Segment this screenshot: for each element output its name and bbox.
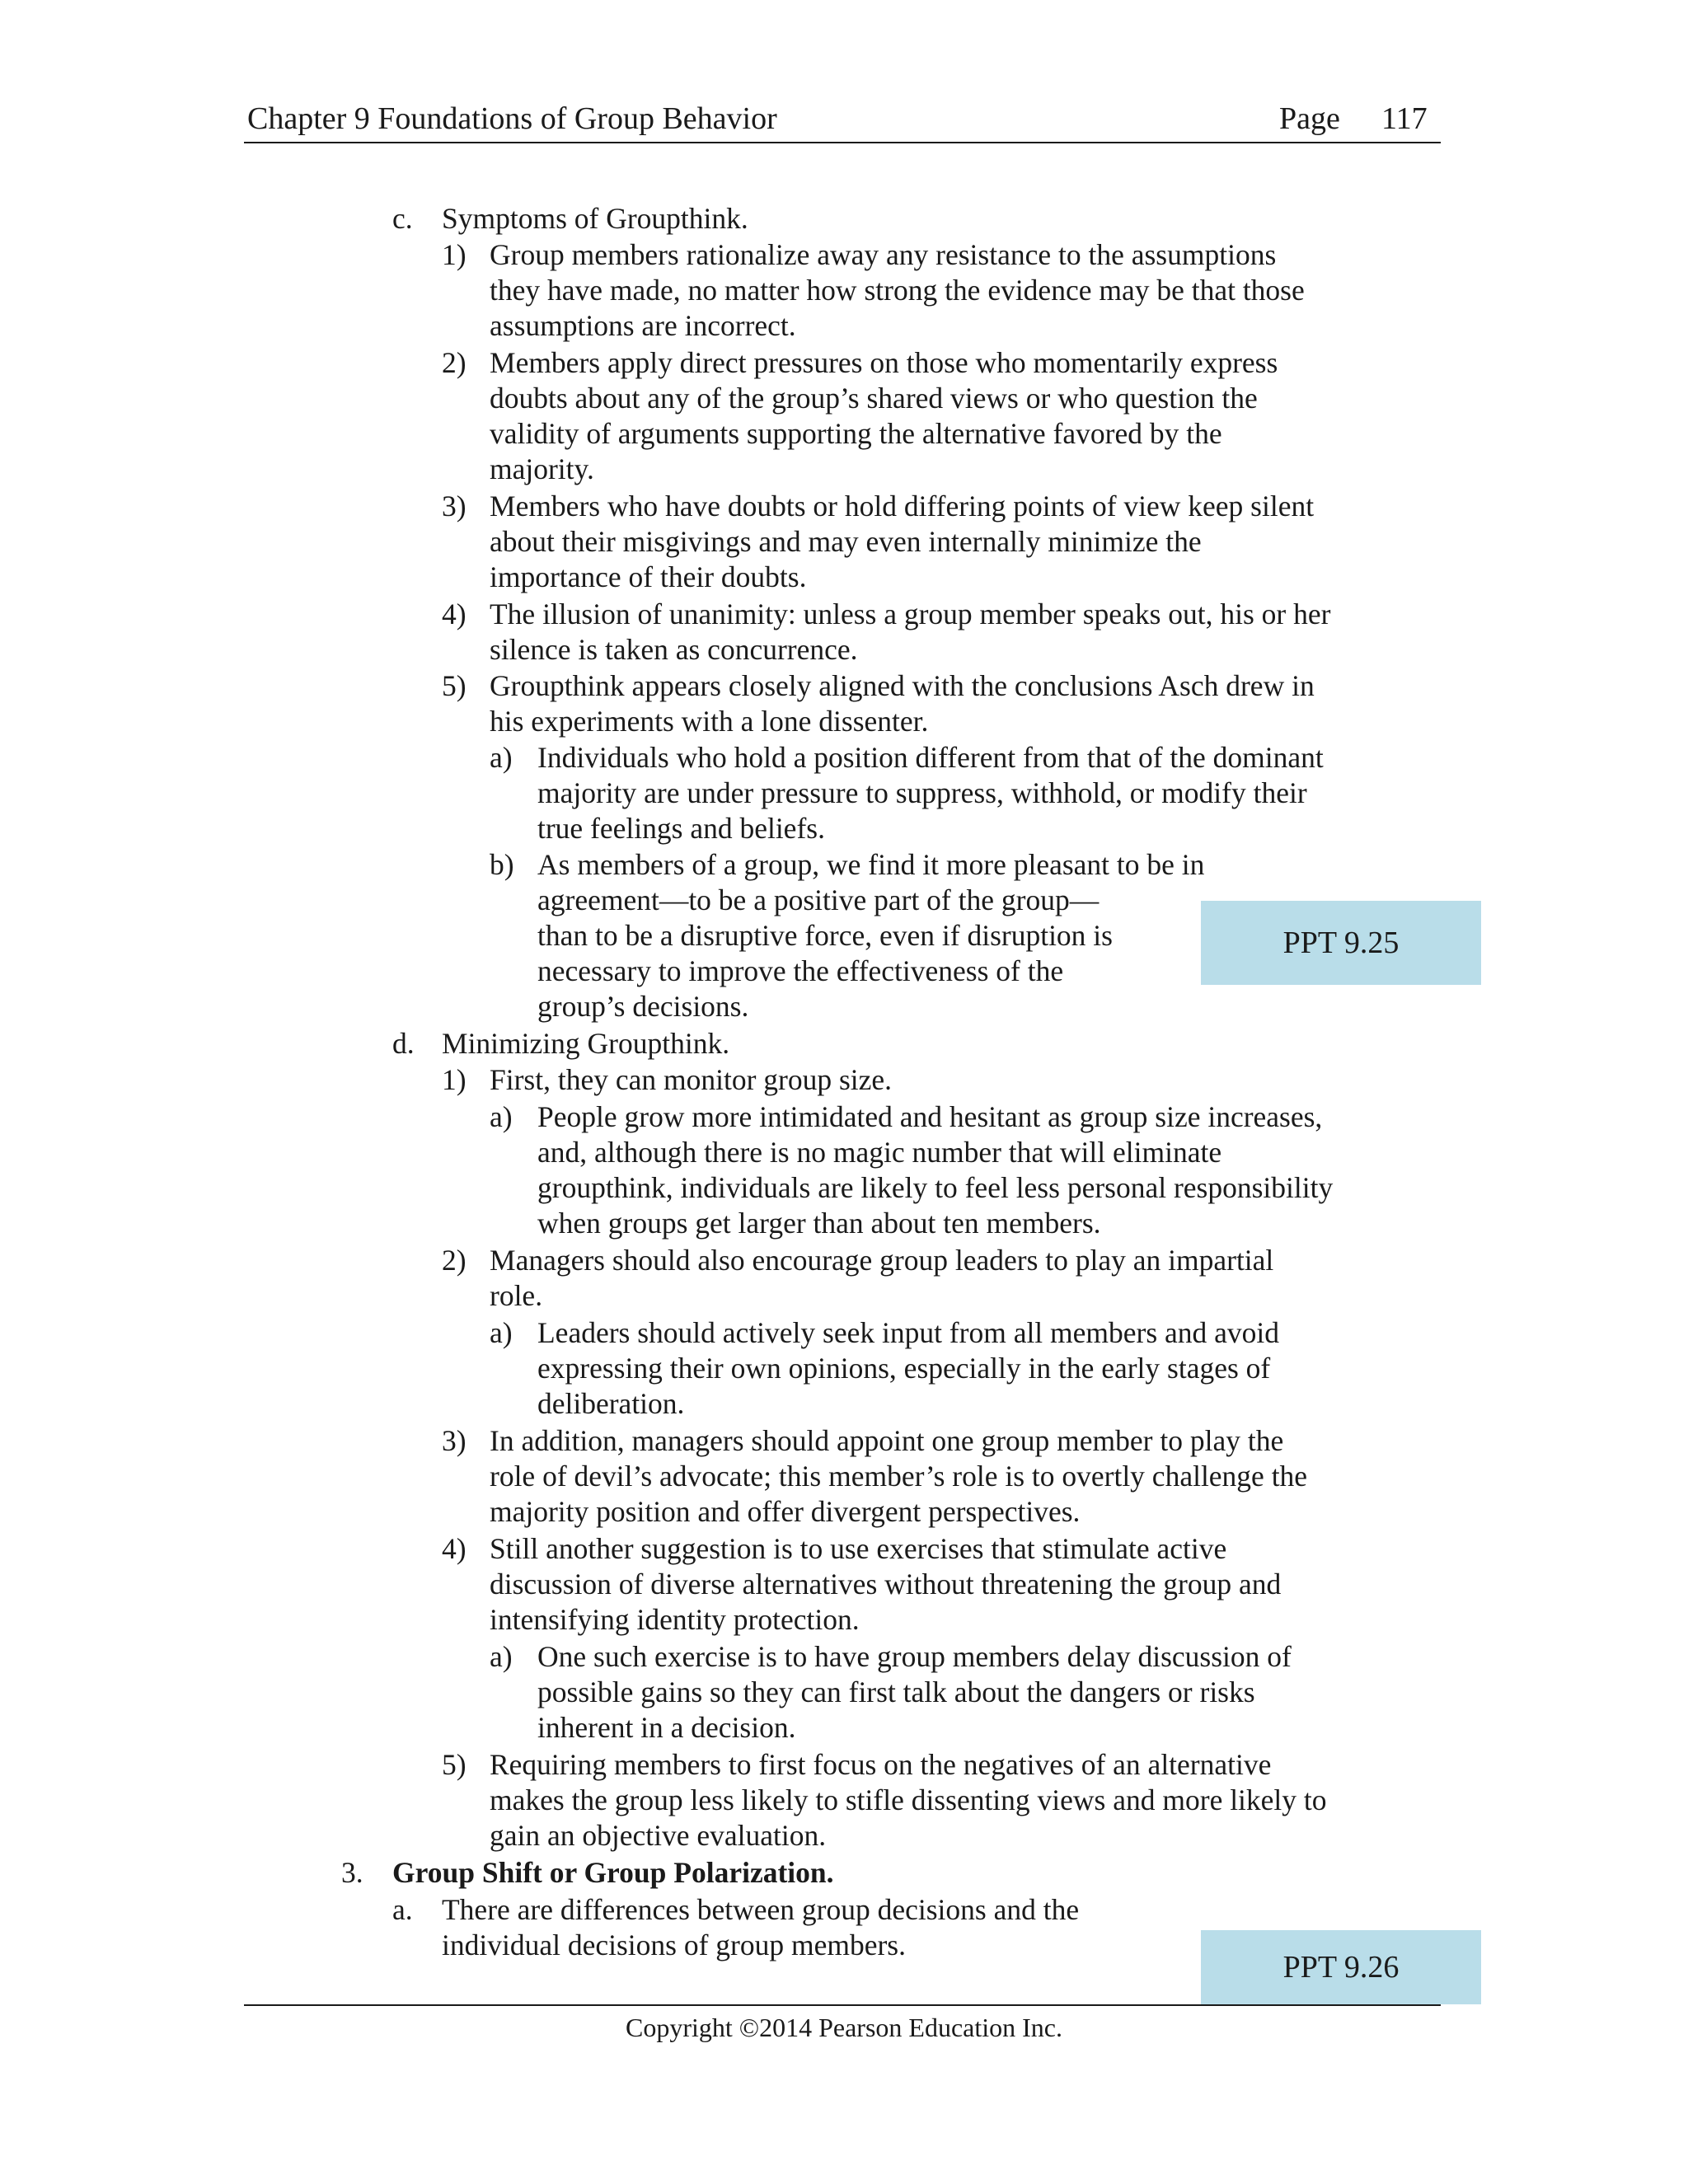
ppt-slide-box: PPT 9.26 <box>1201 1930 1481 2004</box>
text-line: than to be a disruptive force, even if disruption is <box>537 919 1113 952</box>
item-label: 2) <box>442 1244 467 1277</box>
page-label: Page <box>1279 101 1340 136</box>
ppt-slide-box: PPT 9.25 <box>1201 901 1481 985</box>
text-line: In addition, managers should appoint one group member to play the <box>490 1424 1284 1457</box>
item-label: a) <box>490 1316 513 1349</box>
item-label: 1) <box>442 1063 467 1096</box>
text-line: inherent in a decision. <box>537 1711 796 1744</box>
text-line: validity of arguments supporting the alternative favored by the <box>490 417 1222 450</box>
item-label: 3) <box>442 490 467 523</box>
text-line: his experiments with a lone dissenter. <box>490 705 929 738</box>
text-line: There are differences between group decisions and the <box>442 1893 1080 1926</box>
item-label: 5) <box>442 669 467 702</box>
item-label: 3) <box>442 1424 467 1457</box>
text-line: First, they can monitor group size. <box>490 1063 893 1096</box>
item-label: a) <box>490 741 513 774</box>
text-line: Groupthink appears closely aligned with the conclusions Asch drew in <box>490 669 1315 702</box>
text-line: group’s decisions. <box>537 990 749 1023</box>
footer-divider <box>244 2004 1441 2006</box>
text-line: true feelings and beliefs. <box>537 812 825 845</box>
text-line: possible gains so they can first talk about the dangers or risks <box>537 1675 1255 1708</box>
copyright-footer: Copyright ©2014 Pearson Education Inc. <box>626 2013 1062 2042</box>
text-line: Individuals who hold a position different from that of the dominant <box>537 741 1324 774</box>
section-heading: Minimizing Groupthink. <box>442 1027 730 1060</box>
text-line: role of devil’s advocate; this member’s role is to overtly challenge the <box>490 1460 1308 1493</box>
text-line: Members who have doubts or hold differing points of view keep silent <box>490 490 1315 523</box>
text-line: majority are under pressure to suppress, withhold, or modify their <box>537 776 1307 809</box>
item-label: 1) <box>442 238 467 271</box>
item-label: a) <box>490 1640 513 1673</box>
item-label: 2) <box>442 346 467 379</box>
text-line: deliberation. <box>537 1387 685 1420</box>
text-line: Members apply direct pressures on those who momentarily express <box>490 346 1278 379</box>
page-header <box>244 96 1441 143</box>
item-label: b) <box>490 848 514 881</box>
text-line: People grow more intimidated and hesitant as group size increases, <box>537 1100 1323 1133</box>
item-label: d. <box>392 1027 415 1060</box>
item-label: 4) <box>442 598 467 630</box>
item-label: c. <box>392 202 413 235</box>
text-line: importance of their doubts. <box>490 560 807 593</box>
text-line: discussion of diverse alternatives without threatening the group and <box>490 1568 1282 1601</box>
page-number: 117 <box>1381 101 1428 136</box>
text-line: groupthink, individuals are likely to feel less personal responsibility <box>537 1171 1334 1204</box>
text-line: intensifying identity protection. <box>490 1603 860 1636</box>
item-label: a) <box>490 1100 513 1133</box>
text-line: they have made, no matter how strong the evidence may be that those <box>490 274 1305 307</box>
text-line: Requiring members to first focus on the negatives of an alternative <box>490 1748 1272 1781</box>
text-line: Group members rationalize away any resistance to the assumptions <box>490 238 1277 271</box>
item-label: 4) <box>442 1532 467 1565</box>
text-line: One such exercise is to have group members delay discussion of <box>537 1640 1292 1673</box>
text-line: agreement—to be a positive part of the group— <box>537 883 1100 916</box>
text-line: The illusion of unanimity: unless a group member speaks out, his or her <box>490 598 1331 630</box>
chapter-title: Chapter 9 Foundations of Group Behavior <box>247 101 777 136</box>
text-line: about their misgivings and may even internally minimize the <box>490 525 1202 558</box>
text-line: doubts about any of the group’s shared views or who question the <box>490 382 1258 415</box>
text-line: and, although there is no magic number that will eliminate <box>537 1136 1222 1169</box>
text-line: makes the group less likely to stifle dissenting views and more likely to <box>490 1783 1327 1816</box>
item-label: 3. <box>341 1856 363 1889</box>
item-label: a. <box>392 1893 413 1926</box>
text-line: assumptions are incorrect. <box>490 309 796 342</box>
text-line: Managers should also encourage group leaders to play an impartial <box>490 1244 1274 1277</box>
text-line: role. <box>490 1279 543 1312</box>
text-line: Still another suggestion is to use exercises that stimulate active <box>490 1532 1227 1565</box>
text-line: when groups get larger than about ten members. <box>537 1207 1101 1240</box>
text-line: As members of a group, we find it more pleasant to be in <box>537 848 1205 881</box>
text-line: silence is taken as concurrence. <box>490 633 858 666</box>
text-line: necessary to improve the effectiveness of the <box>537 954 1064 987</box>
text-line: Leaders should actively seek input from all members and avoid <box>537 1316 1280 1349</box>
text-line: expressing their own opinions, especially in the early stages of <box>537 1352 1271 1385</box>
text-line: majority. <box>490 452 594 485</box>
text-line: majority position and offer divergent perspectives. <box>490 1495 1081 1528</box>
text-line: individual decisions of group members. <box>442 1929 906 1961</box>
text-line: gain an objective evaluation. <box>490 1819 827 1852</box>
section-heading: Symptoms of Groupthink. <box>442 202 748 235</box>
section-heading: Group Shift or Group Polarization. <box>392 1856 834 1889</box>
item-label: 5) <box>442 1748 467 1781</box>
